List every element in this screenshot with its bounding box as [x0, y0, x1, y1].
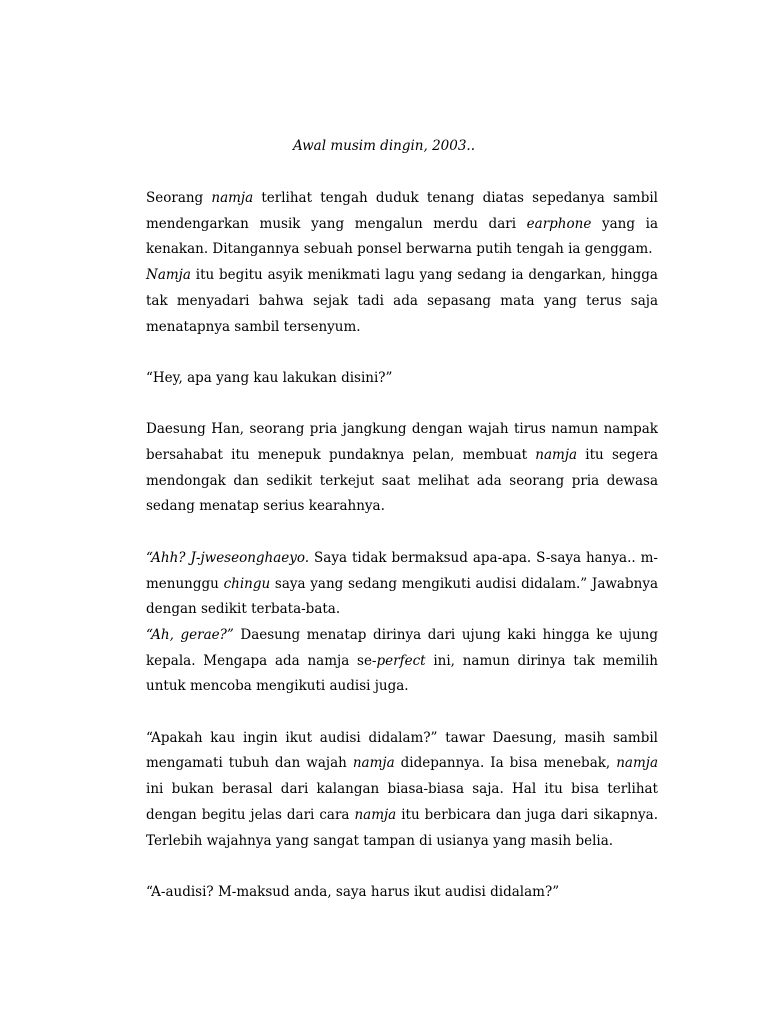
paragraph-5 [146, 546, 658, 623]
text-run: Daesung menatap dirinya dari ujung kaki hingga ke ujung kepala. Mengapa ada namja se- [146, 626, 658, 669]
text-run: terlihat tengah duduk tenang diatas sepedanya sambil mendengarkan musik yang mengalun merdu dari [146, 190, 659, 232]
text-run: Seorang [146, 190, 212, 206]
paragraph-2 [146, 263, 658, 340]
text-run: yang ia kenakan. Ditangannya sebuah ponsel berwarna putih tengah ia genggam. [146, 215, 658, 258]
paragraph-1 [146, 186, 658, 263]
paragraph-6 [146, 623, 658, 700]
text-run: saya yang sedang mengikuti audisi didalam.” Jawabnya dengan sedikit terbata-bata. [146, 575, 658, 618]
italic-run: Namja [146, 267, 191, 284]
text-run: itu berbicara dan juga dari sikapnya. Terlebih wajahnya yang sangat tampan di usianya yang masih belia. [146, 806, 658, 849]
italic-run: “Ahh? J-jweseonghaeyo. [146, 549, 310, 566]
italic-run: namja [211, 190, 254, 206]
italic-run: namja [354, 806, 397, 823]
text-run: “Apakah kau ingin ikut audisi didalam?” tawar Daesung, masih sambil mengamati tubuh dan wajah [146, 729, 658, 772]
text-run: Daesung Han, seorang pria jangkung dengan wajah tirus namun nampak bersahabat itu menepuk pundaknya pelan, membuat [146, 421, 658, 463]
italic-run: “Ah, gerae?” [146, 626, 234, 643]
italic-run: chingu [223, 575, 271, 592]
italic-run: earphone [526, 215, 592, 232]
text-run: itu segera mendongak dan sedikit terkejut saat melihat ada seorang pria dewasa sedang menatap serius kearahnya. [146, 447, 658, 515]
italic-run: namja [616, 755, 658, 772]
story-body [146, 186, 658, 906]
dialogue-2: “A-audisi? M-maksud anda, saya harus ikut audisi didalam?” [146, 883, 560, 900]
chapter-heading: Awal musim dingin, 2003.. [292, 138, 476, 154]
text-run: ini, namun dirinya tak memilih untuk mencoba mengikuti audisi juga. [146, 652, 658, 695]
paragraph-4 [146, 417, 658, 520]
text-run: itu begitu asyik menikmati lagu yang sedang ia dengarkan, hingga tak menyadari bahwa sejak tadi ada sepasang mata yang terus saja menatapnya sambil tersenyum. [146, 267, 658, 335]
italic-run: namja [352, 755, 395, 772]
italic-run: perfect [376, 652, 426, 669]
text-run: Saya tidak bermaksud apa-apa. S-saya hanya.. m-menunggu [146, 549, 658, 592]
text-run: ini bukan berasal dari kalangan biasa-biasa saja. Hal itu bisa terlihat dengan begitu jelas dari cara [146, 781, 658, 823]
dialogue-1: “Hey, apa yang kau lakukan disini?” [146, 369, 393, 386]
paragraph-7 [146, 726, 658, 855]
italic-run: namja [535, 447, 578, 463]
text-run: didepannya. Ia bisa menebak, [394, 755, 617, 772]
